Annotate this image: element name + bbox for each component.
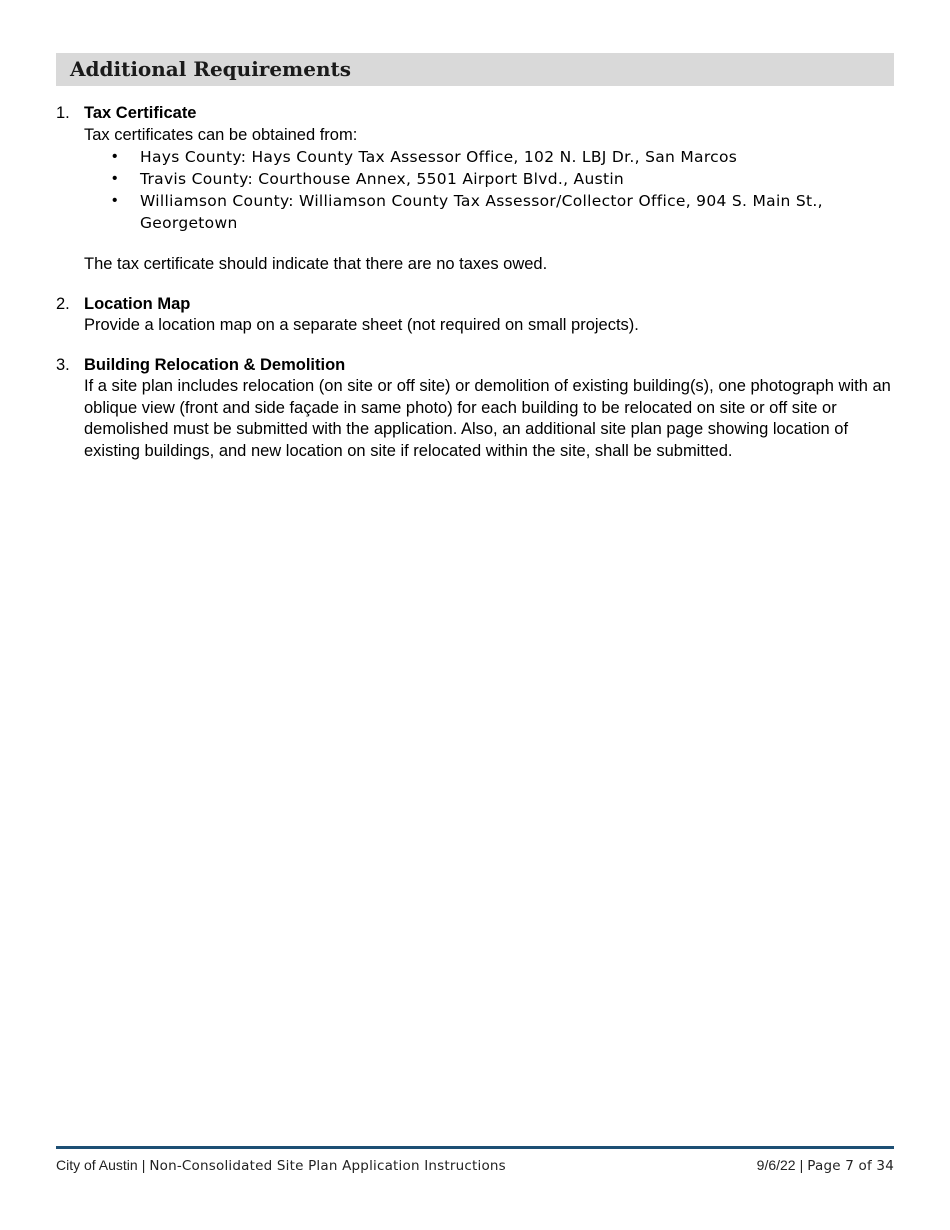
footer-left (56, 1156, 506, 1175)
list-item: • Williamson County: Williamson County Tax Assessor/Collector Office, 904 S. Main St., Georgetown (112, 192, 823, 232)
requirement-title: Location Map (84, 294, 191, 313)
requirement-text: Provide a location map on a separate sheet (not required on small projects). (84, 316, 639, 334)
requirement-number: 3. (56, 355, 70, 374)
requirement-title: Tax Certificate (84, 104, 197, 122)
footer-separator: | (141, 1157, 146, 1173)
requirement-item (56, 294, 896, 337)
requirement-item (56, 103, 896, 276)
list-item: • Travis County: Courthouse Annex, 5501 Airport Blvd., Austin (112, 170, 625, 188)
bullet-icon: • (112, 170, 118, 187)
requirements-list (56, 103, 896, 480)
requirement-number: 1. (56, 104, 70, 122)
requirement-title: Building Relocation & Demolition (84, 355, 346, 374)
tax-office-list (84, 146, 896, 234)
requirement-note: The tax certificate should indicate that there are no taxes owed. (84, 255, 548, 273)
footer-doc-title: Non-Consolidated Site Plan Application Instructions (149, 1158, 506, 1174)
requirement-number: 2. (56, 294, 70, 313)
section-header (56, 53, 894, 86)
footer-org: City of Austin (56, 1157, 138, 1173)
footer-divider (56, 1146, 894, 1149)
requirement-text: If a site plan includes relocation (on site or off site) or demolition of existing building(s), one photograph with an oblique view (front and side façade in same photo) for each building to be relocated on site or off site or demolished must be submitted with the application. Also, an additional site plan page showing location of existing buildings, and new location on site if relocated within the site, shall be submitted. (84, 377, 891, 460)
footer-right (757, 1156, 894, 1175)
requirement-item (56, 355, 896, 463)
requirement-intro: Tax certificates can be obtained from: (84, 125, 358, 144)
page-number: Page 7 of 34 (807, 1158, 894, 1174)
footer-date: 9/6/22 (756, 1157, 796, 1173)
bullet-icon: • (112, 192, 118, 209)
list-item: • Hays County: Hays County Tax Assessor Office, 102 N. LBJ Dr., San Marcos (112, 148, 738, 166)
footer-separator: | (799, 1157, 804, 1173)
section-title: Additional Requirements (70, 57, 351, 81)
bullet-icon: • (112, 148, 118, 165)
